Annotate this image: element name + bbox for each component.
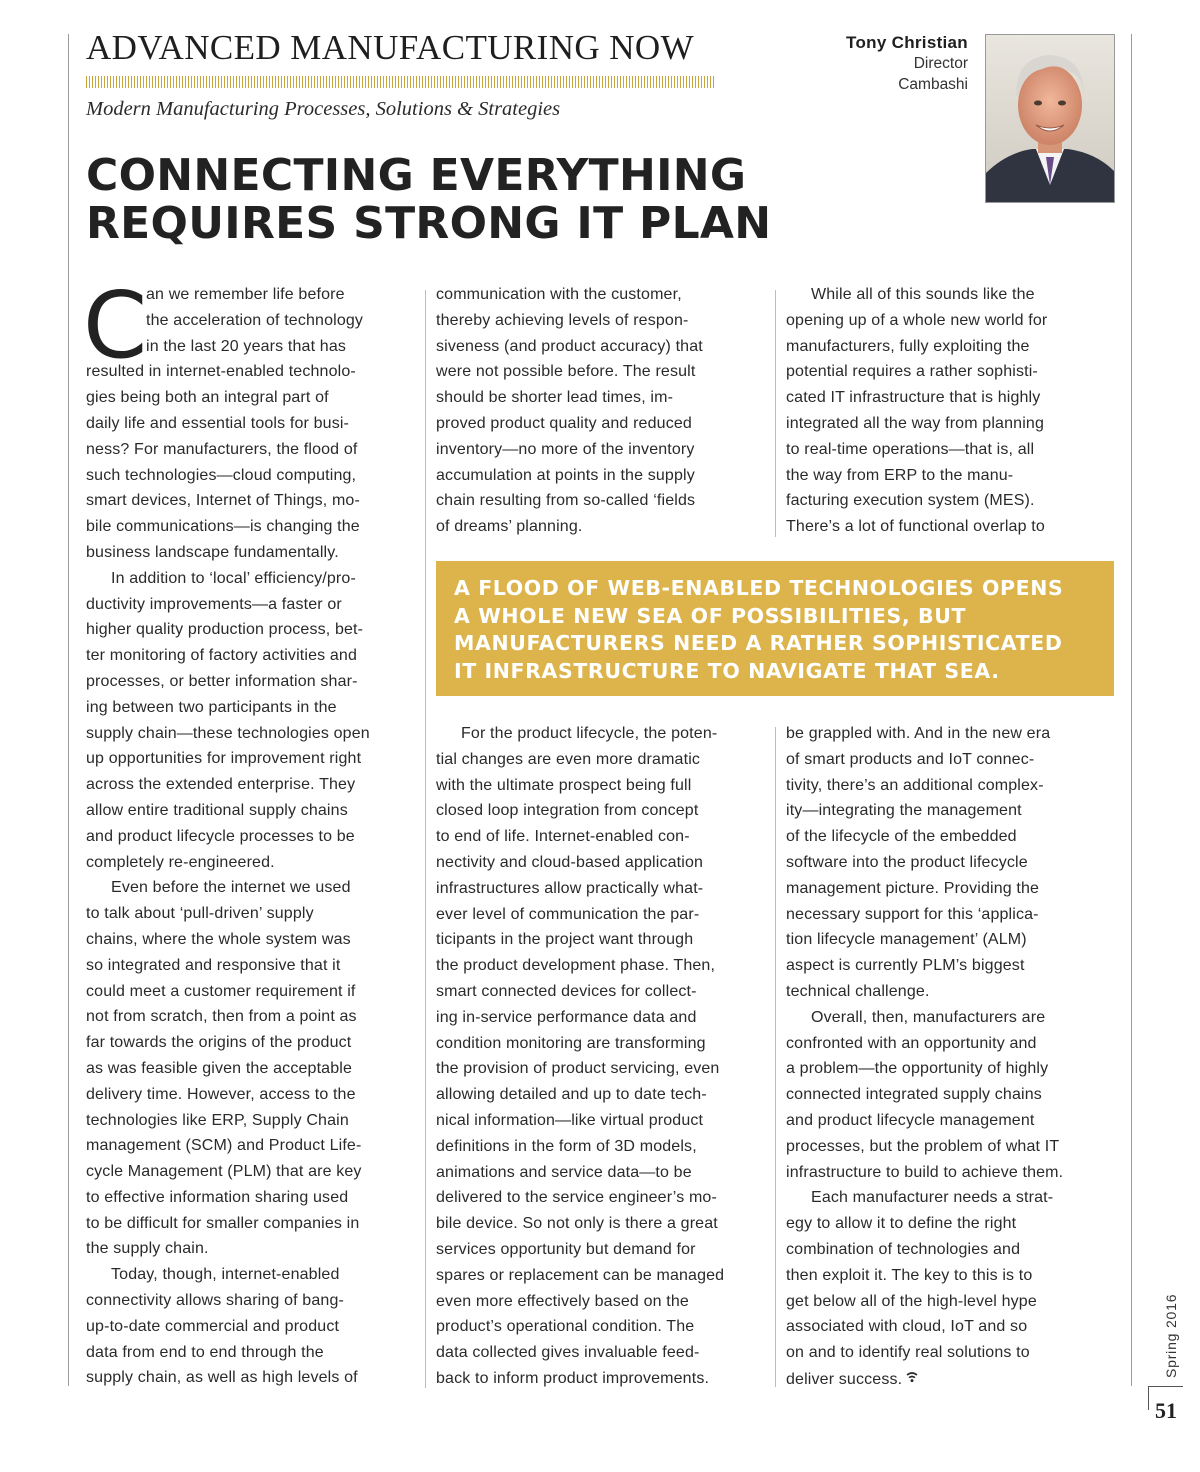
text-line: ness? For manufacturers, the flood of [86, 440, 358, 458]
text-line: potential requires a rather sophisti- [786, 363, 1038, 381]
pull-quote-line: MANUFACTURERS NEED A RATHER SOPHISTICATED [454, 631, 1063, 655]
issue-season: Spring 2016 [1163, 1293, 1179, 1378]
text-line: chains, where the whole system was [86, 930, 351, 948]
text-line: ever level of communication the par- [436, 905, 700, 923]
text-line: even more effectively based on the [436, 1292, 689, 1310]
text-line: completely re-engineered. [86, 853, 275, 871]
text-line: the provision of product servicing, even [436, 1060, 720, 1078]
text-line: data from end to end through the [86, 1343, 324, 1361]
author-block [846, 32, 968, 95]
text-line: to be difficult for smaller companies in [86, 1214, 360, 1232]
text-line: ity—integrating the management [786, 802, 1022, 820]
text-line: egy to allow it to define the right [786, 1215, 1017, 1233]
text-line: bile device. So not only is there a great [436, 1215, 718, 1233]
text-line: business landscape fundamentally. [86, 543, 339, 561]
text-line: processes, but the problem of what IT [786, 1137, 1060, 1155]
text-line: up opportunities for improvement right [86, 750, 362, 768]
text-line: the acceleration of technology [146, 311, 364, 329]
text-line: communication with the customer, [436, 286, 682, 303]
column-divider [425, 290, 426, 1388]
text-line: delivered to the service engineer’s mo- [436, 1189, 717, 1207]
text-line: the product development phase. Then, [436, 957, 716, 975]
text-line: cated IT infrastructure that is highly [786, 389, 1041, 407]
text-line: allow entire traditional supply chains [86, 801, 348, 819]
column-divider [775, 290, 776, 537]
text-line: allowing detailed and up to date tech- [436, 1086, 707, 1104]
text-line: a problem—the opportunity of highly [786, 1060, 1049, 1078]
text-line: Overall, then, manufacturers are [811, 1008, 1046, 1026]
text-line: smart devices, Internet of Things, mo- [86, 492, 360, 510]
text-line: ing in-service performance data and [436, 1008, 697, 1026]
page-number: 51 [1155, 1398, 1177, 1423]
text-line: proved product quality and reduced [436, 414, 692, 432]
masthead-rule [86, 76, 716, 88]
text-line: ticipants in the project want through [436, 931, 694, 949]
text-line: to talk about ‘pull-driven’ supply [86, 905, 314, 923]
text-line: tion lifecycle management’ (ALM) [786, 931, 1027, 949]
text-line: infrastructures allow practically what- [436, 879, 704, 897]
text-line: animations and service data—to be [436, 1163, 692, 1181]
text-line: inventory—no more of the inventory [436, 440, 695, 458]
text-line: of dreams’ planning. [436, 518, 583, 536]
article-column-3-bottom [786, 721, 1116, 1392]
text-line: up-to-date commercial and product [86, 1317, 340, 1335]
text-line: connected integrated supply chains [786, 1086, 1042, 1104]
author-name: Tony Christian [846, 33, 968, 52]
text-line: connectivity allows sharing of bang- [86, 1292, 344, 1310]
text-line: daily life and essential tools for busi- [86, 414, 350, 432]
text-line: opening up of a whole new world for [786, 311, 1048, 329]
text-line: to real-time operations—that is, all [786, 440, 1035, 458]
text-line: be grappled with. And in the new era [786, 725, 1051, 742]
headline-line-1: CONNECTING EVERYTHING [86, 150, 747, 201]
text-line: far towards the origins of the product [86, 1034, 352, 1052]
text-line: technical challenge. [786, 982, 930, 1000]
text-line: technologies like ERP, Supply Chain [86, 1111, 349, 1129]
text-line: and product lifecycle management [786, 1111, 1035, 1129]
text-line: tivity, there’s an additional complex- [786, 776, 1044, 794]
text-line: management picture. Providing the [786, 879, 1040, 897]
text-line: with the ultimate prospect being full [436, 776, 692, 794]
text-line: services opportunity but demand for [436, 1240, 696, 1258]
text-line: resulted in internet-enabled technolo- [86, 363, 356, 381]
text-line: necessary support for this ‘applica- [786, 905, 1039, 923]
drop-cap: C [83, 272, 148, 379]
text-line: back to inform product improvements. [436, 1369, 710, 1387]
text-line: so integrated and responsive that it [86, 956, 341, 974]
text-line: infrastructure to build to achieve them. [786, 1163, 1064, 1181]
text-line: ductivity improvements—a faster or [86, 595, 342, 613]
text-line: For the product lifecycle, the poten- [461, 725, 718, 742]
text-line: chain resulting from so-called ‘fields [436, 492, 696, 510]
text-line: were not possible before. The result [436, 363, 696, 381]
text-line: deliver success. [786, 1370, 903, 1388]
text-line: the supply chain. [86, 1240, 209, 1258]
pull-quote-line: A WHOLE NEW SEA OF POSSIBILITIES, BUT [454, 603, 967, 628]
text-line: bile communications—is changing the [86, 518, 360, 536]
text-line: get below all of the high-level hype [786, 1292, 1037, 1310]
pull-quote [436, 561, 1114, 696]
text-line: nectivity and cloud-based application [436, 853, 704, 871]
article-column-1 [83, 272, 416, 1391]
text-line: product’s operational condition. The [436, 1318, 695, 1336]
text-line: then exploit it. The key to this is to [786, 1266, 1033, 1284]
masthead-title: ADVANCED MANUFACTURING NOW [86, 28, 694, 67]
text-line: an we remember life before [146, 286, 345, 303]
text-line: condition monitoring are transforming [436, 1034, 706, 1052]
text-line: Today, though, internet-enabled [111, 1266, 340, 1284]
text-line: ing between two participants in the [86, 698, 337, 716]
text-line: of the lifecycle of the embedded [786, 828, 1017, 846]
text-line: thereby achieving levels of respon- [436, 311, 689, 329]
text-line: accumulation at points in the supply [436, 466, 695, 484]
text-line: manufacturers, fully exploiting the [786, 337, 1030, 355]
column-divider [775, 727, 776, 1387]
text-line: on and to identify real solutions to [786, 1344, 1030, 1362]
text-line: siveness (and product accuracy) that [436, 337, 703, 355]
pull-quote-line: A FLOOD OF WEB-ENABLED TECHNOLOGIES OPENS [454, 576, 1064, 600]
text-line: nical information—like virtual product [436, 1111, 704, 1129]
text-line: There’s a lot of functional overlap to [786, 518, 1045, 536]
wifi-end-icon [906, 1366, 918, 1392]
author-photo [985, 34, 1115, 203]
text-line: spares or replacement can be managed [436, 1266, 725, 1284]
text-line: definitions in the form of 3D models, [436, 1137, 697, 1155]
text-line: delivery time. However, access to the [86, 1085, 356, 1103]
text-line: across the extended enterprise. They [86, 776, 356, 794]
left-margin-rule [68, 34, 69, 1386]
text-line: combination of technologies and [786, 1240, 1021, 1258]
text-line: could meet a customer requirement if [86, 982, 356, 1000]
text-line: to effective information sharing used [86, 1188, 349, 1206]
text-line: as was feasible given the acceptable [86, 1059, 353, 1077]
article-column-2-bottom [436, 721, 766, 1392]
author-role: Director [913, 55, 968, 72]
masthead-tagline: Modern Manufacturing Processes, Solutions & Strategies [86, 98, 561, 120]
text-line: integrated all the way from planning [786, 414, 1044, 432]
text-line: cycle Management (PLM) that are key [86, 1163, 362, 1181]
article-column-2-top [436, 282, 766, 540]
text-line: ter monitoring of factory activities and [86, 647, 358, 665]
text-line: not from scratch, then from a point as [86, 1008, 357, 1026]
text-line: closed loop integration from concept [436, 802, 699, 820]
text-line: should be shorter lead times, im- [436, 389, 674, 407]
text-line: confronted with an opportunity and [786, 1034, 1037, 1052]
text-line: the way from ERP to the manu- [786, 466, 1014, 484]
pull-quote-text [454, 575, 1063, 685]
text-line: Even before the internet we used [111, 879, 351, 897]
article-headline [86, 152, 886, 248]
text-line: While all of this sounds like the [811, 286, 1035, 303]
text-line: such technologies—cloud computing, [86, 466, 357, 484]
footer-rule [1149, 1386, 1183, 1387]
text-line: In addition to ‘local’ efficiency/pro- [111, 569, 356, 587]
text-line: supply chain, as well as high levels of [86, 1369, 358, 1387]
footer-rule-vertical [1148, 1386, 1149, 1410]
text-line: management (SCM) and Product Life- [86, 1137, 362, 1155]
text-line: higher quality production process, bet- [86, 621, 364, 639]
author-photo-icon [986, 35, 1114, 202]
text-line: tial changes are even more dramatic [436, 750, 701, 768]
text-line: smart connected devices for collect- [436, 982, 697, 1000]
text-line: associated with cloud, IoT and so [786, 1318, 1028, 1336]
text-line: software into the product lifecycle [786, 853, 1028, 871]
text-line: gies being both an integral part of [86, 389, 329, 407]
text-line: to end of life. Internet-enabled con- [436, 828, 690, 846]
text-line: supply chain—these technologies open [86, 724, 370, 742]
text-line: of smart products and IoT connec- [786, 750, 1035, 768]
headline-line-2: REQUIRES STRONG IT PLAN [86, 198, 772, 249]
text-line: data collected gives invaluable feed- [436, 1344, 700, 1362]
text-line-last [786, 1366, 1116, 1392]
text-line: and product lifecycle processes to be [86, 827, 355, 845]
text-line: facturing execution system (MES). [786, 492, 1035, 510]
pull-quote-line: IT INFRASTRUCTURE TO NAVIGATE THAT SEA. [454, 658, 1000, 683]
author-company: Cambashi [898, 76, 968, 93]
text-line: aspect is currently PLM’s biggest [786, 957, 1025, 975]
text-line: processes, or better information shar- [86, 672, 358, 690]
text-line: in the last 20 years that has [146, 337, 347, 355]
right-margin-rule [1131, 34, 1132, 1386]
text-line: Each manufacturer needs a strat- [811, 1189, 1054, 1207]
article-column-3-top [786, 282, 1116, 540]
